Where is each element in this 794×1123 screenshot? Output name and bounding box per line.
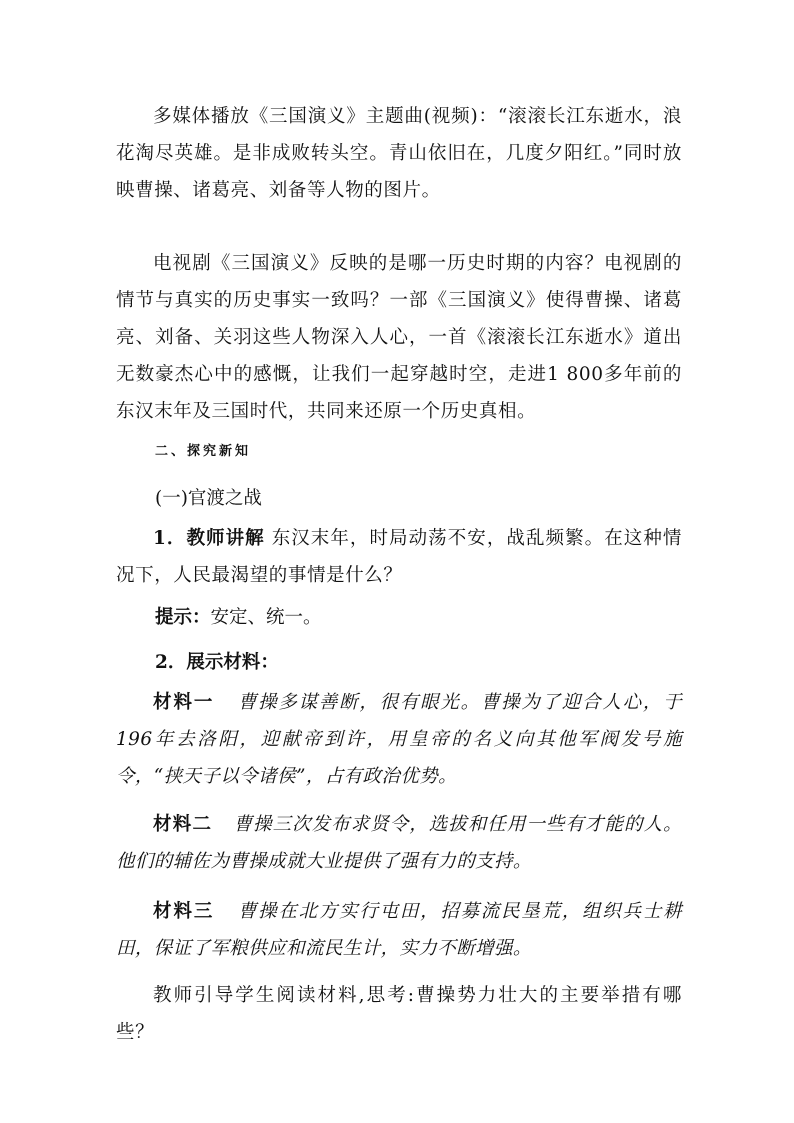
material-2	[116, 806, 682, 880]
paragraph-tv-series: 电视剧《三国演义》反映的是哪一历史时期的内容？电视剧的情节与真实的历史事实一致吗？一部《三国演义》使得曹操、诸葛亮、刘备、关羽这些人物深入人心，一首《滚滚长江东逝水》道出无数豪杰心中的感慨，让我们一起穿越时空，走进1 800多年前的东汉末年及三国时代，共同来还原一个历史真相。	[116, 253, 682, 422]
item1-paragraph	[116, 520, 682, 594]
paragraph-media-intro: 多媒体播放《三国演义》主题曲(视频)：“滚滚长江东逝水，浪花淘尽英雄。是非成败转头空。青山依旧在，几度夕阳红。”同时放映曹操、诸葛亮、刘备等人物的图片。	[116, 106, 682, 201]
item1-text: 东汉末年，时局动荡不安，战乱频繁。在这种情况下，人民最渴望的事情是什么？	[116, 528, 682, 586]
intro-paragraph-block	[116, 98, 682, 209]
hint-label: 提示：	[155, 607, 211, 628]
section-title: 二、探究新知	[155, 444, 252, 459]
material-2-text: 曹操三次发布求贤令，选拔和任用一些有才能的人。他们的辅佐为曹操成就大业提供了强有力的支持。	[116, 814, 682, 872]
question-paragraph: 教师引导学生阅读材料,思考:曹操势力壮大的主要举措有哪些？	[116, 985, 682, 1043]
intro-paragraph-block-2	[116, 245, 682, 430]
subsection-title: (一)官渡之战	[155, 488, 262, 509]
material-1	[116, 684, 682, 795]
material-1-block	[116, 684, 682, 795]
item1-block	[116, 520, 682, 594]
material-3	[116, 893, 682, 967]
hint-text: 安定、统一。	[210, 607, 322, 628]
question-block	[116, 977, 682, 1051]
material-2-block	[116, 806, 682, 880]
item1-label: 1．教师讲解	[153, 528, 265, 549]
hint-line	[155, 603, 322, 629]
material-1-text: 曹操多谋善断，很有眼光。曹操为了迎合人心，于196年去洛阳，迎献帝到许，用皇帝的名义向其他军阀发号施令，“挟天子以令诸侯”，占有政治优势。	[116, 692, 682, 787]
material-3-block	[116, 893, 682, 967]
item2-label: 2．展示材料：	[155, 652, 279, 673]
material-1-label: 材料一	[153, 692, 215, 713]
material-2-label: 材料二	[153, 814, 213, 835]
material-3-text: 曹操在北方实行屯田，招募流民垦荒，组织兵士耕田，保证了军粮供应和流民生计，实力不断增强。	[116, 901, 682, 959]
material-3-label: 材料三	[153, 901, 215, 922]
